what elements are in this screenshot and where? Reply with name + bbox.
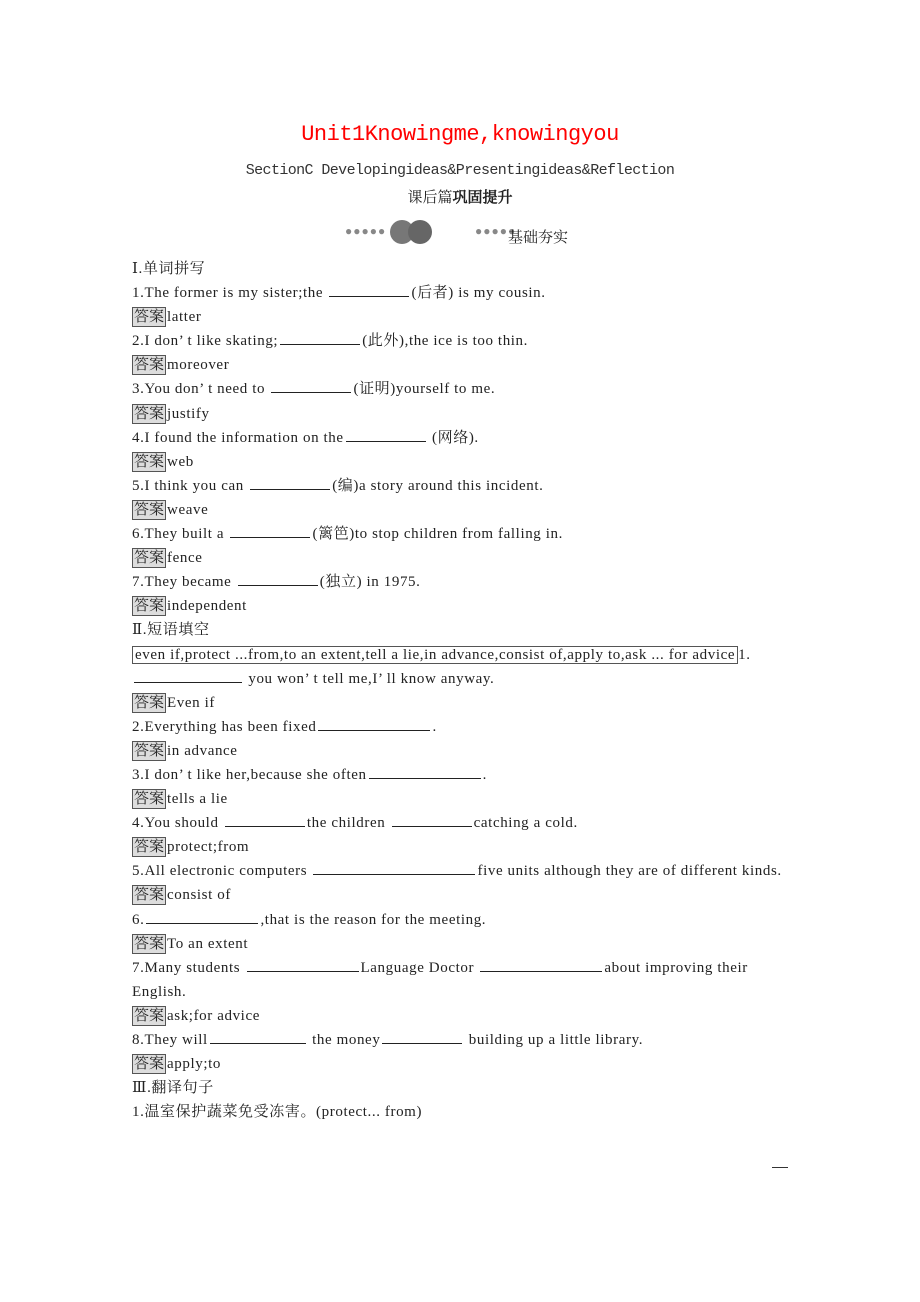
answer-line [132, 498, 798, 522]
question-text: I think you can [144, 477, 249, 494]
answer-text: consist of [167, 887, 231, 904]
answer-blank [225, 812, 305, 827]
answer-blank [134, 668, 242, 683]
question-item [132, 908, 798, 932]
subtitle-plain: 课后篇 [407, 190, 453, 206]
answer-blank [313, 860, 475, 875]
question-text: You should [144, 815, 223, 832]
answer-label: 答案 [134, 501, 165, 518]
answer-line [132, 787, 798, 811]
question-number: 7. [132, 959, 145, 976]
answer-blank [146, 909, 258, 924]
question-item [132, 643, 798, 691]
answer-line [132, 932, 798, 956]
question-text: (后者) is my cousin. [411, 285, 546, 302]
answer-label: 答案 [134, 742, 165, 759]
answer-blank [369, 764, 481, 779]
question-text: I found the information on the [144, 429, 344, 446]
question-item [132, 329, 798, 353]
question-item [132, 763, 798, 787]
question-text: (此外),the ice is too thin. [362, 333, 529, 350]
answer-label: 答案 [134, 1007, 165, 1024]
question-text: (篱笆)to stop children from falling in. [312, 526, 563, 543]
question-text: ,that is the reason for the meeting. [260, 911, 487, 928]
question-text: I don’ t like her,because she often [144, 766, 367, 783]
question-text: All electronic computers [144, 863, 312, 880]
answer-text: weave [167, 501, 209, 518]
question-text: . [482, 766, 487, 783]
question-number: 1. [738, 646, 751, 663]
question-text: . [432, 718, 437, 735]
answer-blank [318, 716, 430, 731]
answer-text: Even if [167, 694, 215, 711]
answer-text: moreover [167, 357, 230, 374]
answer-line [132, 402, 798, 426]
answer-blank [230, 523, 310, 538]
question-text: They built a [144, 526, 229, 543]
question-text: Language Doctor [360, 959, 479, 976]
answer-text: in advance [167, 742, 238, 759]
question-text: 温室保护蔬菜免受冻害。(protect... from) [144, 1104, 423, 1121]
page-title: Unit1Knowingme,knowingyou [301, 122, 619, 147]
question-item [132, 715, 798, 739]
answer-label: 答案 [134, 791, 165, 808]
answer-blank [280, 330, 360, 345]
answer-label: 答案 [134, 550, 165, 567]
answer-blank [271, 378, 351, 393]
question-text: Many students [144, 959, 245, 976]
question-number: 6. [132, 911, 145, 928]
answer-line [132, 691, 798, 715]
question-item [132, 811, 798, 835]
question-number: 2. [132, 333, 145, 350]
section-heading: Ⅰ.单词拼写 [132, 261, 206, 277]
question-item [132, 570, 798, 594]
phrase-box: even if,protect ...from,to an extent,tell a lie,in advance,consist of,apply to,ask ... for advice [132, 646, 738, 664]
question-item [132, 474, 798, 498]
page-footer-dash [772, 1167, 788, 1168]
question-number: 5. [132, 477, 145, 494]
answer-text: ask;for advice [167, 1007, 260, 1024]
exercise-type [0, 186, 920, 207]
answer-line [132, 305, 798, 329]
question-text: building up a little library. [464, 1032, 644, 1048]
question-item [132, 956, 798, 1004]
answer-line [132, 1052, 798, 1076]
answer-label: 答案 [134, 309, 165, 326]
answer-blank [346, 427, 426, 442]
answer-blank [238, 571, 318, 586]
answer-blank [210, 1029, 306, 1044]
answer-text: justify [167, 405, 210, 422]
section-subtitle: SectionC Developingideas&Presentingideas&Reflection [245, 162, 675, 179]
question-number: 2. [132, 718, 145, 735]
question-text: They became [144, 574, 236, 591]
question-text: you won’ t tell me,I’ ll know anyway. [244, 670, 495, 687]
answer-text: tells a lie [167, 791, 228, 808]
question-text: the children [306, 815, 390, 832]
answer-label: 答案 [134, 357, 165, 374]
question-number: 8. [132, 1032, 145, 1048]
answer-label: 答案 [134, 453, 165, 470]
level-banner [345, 218, 585, 248]
answer-line [132, 835, 798, 859]
answer-label: 答案 [134, 405, 165, 422]
answer-label: 答案 [134, 694, 165, 711]
question-text: (网络). [427, 429, 479, 446]
question-text: Everything has been fixed [144, 718, 317, 735]
subtitle-bold: 巩固提升 [452, 190, 513, 206]
answer-blank [392, 812, 472, 827]
exercise-content [132, 257, 798, 1124]
answer-line [132, 450, 798, 474]
answer-label: 答案 [134, 887, 165, 904]
question-item [132, 1100, 798, 1124]
question-text: catching a cold. [473, 815, 578, 832]
question-text: You don’ t need to [144, 381, 270, 398]
question-number: 4. [132, 429, 145, 446]
answer-line [132, 883, 798, 907]
section-heading: Ⅲ.翻译句子 [132, 1080, 214, 1097]
question-item [132, 1028, 798, 1052]
answer-line [132, 353, 798, 377]
question-number: 1. [132, 285, 145, 302]
question-text: They will [144, 1032, 208, 1048]
level-label: 基础夯实 [508, 230, 569, 246]
question-number: 4. [132, 815, 145, 832]
question-text: (独立) in 1975. [319, 574, 421, 591]
answer-line [132, 739, 798, 763]
question-item [132, 859, 798, 883]
question-number: 5. [132, 863, 145, 880]
dots-decoration-icon: ●●●●● [345, 224, 387, 238]
answer-text: protect;from [167, 839, 250, 856]
question-item [132, 426, 798, 450]
answer-blank [250, 475, 330, 490]
question-item [132, 281, 798, 305]
dots-decoration-icon: ●●●●● [475, 224, 517, 238]
question-text: (证明)yourself to me. [353, 381, 496, 398]
answer-blank [382, 1029, 462, 1044]
question-text: (编)a story around this incident. [332, 477, 544, 494]
answer-label: 答案 [134, 935, 165, 952]
answer-text: fence [167, 550, 203, 567]
question-number: 6. [132, 526, 145, 543]
question-number: 7. [132, 574, 145, 591]
answer-line [132, 546, 798, 570]
question-item [132, 377, 798, 401]
question-text: the money [307, 1032, 381, 1048]
answer-label: 答案 [134, 598, 165, 615]
question-item [132, 522, 798, 546]
question-text: The former is my sister;the [144, 285, 328, 302]
question-number: 1. [132, 1104, 145, 1121]
answer-line [132, 1004, 798, 1028]
answer-text: latter [167, 309, 202, 326]
section-heading: Ⅱ.短语填空 [132, 622, 210, 639]
answer-text: To an extent [167, 935, 249, 952]
answer-text: independent [167, 598, 247, 615]
answer-blank [247, 957, 359, 972]
answer-text: web [167, 453, 194, 470]
answer-blank [480, 957, 602, 972]
question-text: I don’ t like skating; [144, 333, 279, 350]
question-text: about improving their English. [132, 959, 748, 1000]
question-number: 3. [132, 766, 145, 783]
answer-label: 答案 [134, 839, 165, 856]
question-number: 3. [132, 381, 145, 398]
answer-label: 答案 [134, 1056, 165, 1073]
answer-blank [329, 282, 409, 297]
answer-text: apply;to [167, 1056, 221, 1073]
answer-line [132, 594, 798, 618]
circle-decoration-icon [408, 220, 432, 244]
question-text: five units although they are of different kinds. [477, 863, 782, 880]
